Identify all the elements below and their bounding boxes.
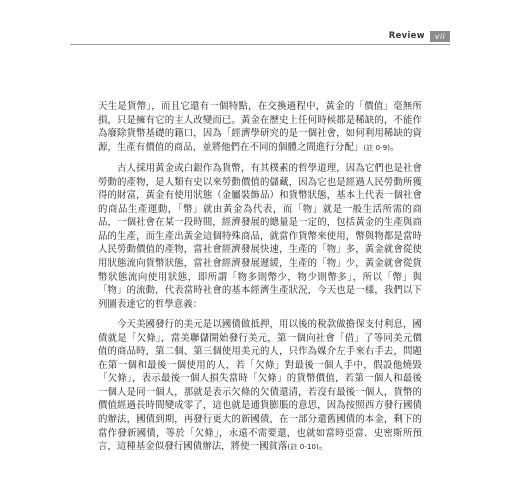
- page-number: vii: [430, 31, 450, 42]
- paragraph-text: 天生是貨幣」，而且它還有一個特點，在交換過程中，黃金的「價值」毫無所損，只是擁有它的主人改變而已。黃金在歷史上任何時候都是稀缺的，不能作為廢除貨幣基礎的籍口，因為「經濟學研究的是一個社會，如何利用稀缺的資源，生產有價值的商品，並將他們在不同的個體之間進行分配」: [98, 101, 422, 153]
- section-label: Review: [388, 31, 425, 41]
- body-text: [98, 100, 422, 462]
- paragraph-tail: 。: [318, 441, 329, 453]
- paragraph-tail: 。: [390, 141, 400, 153]
- paragraph-text: 古人採用黃金或白銀作為貨幣，有其樸素的哲學道理，因為它們也是社會勞動的產物，是人類有史以來勞動價值的儲藏，因為它也是經過人民勞動所獲得的財富，黃金有使用狀態（金屬裝飾品）和貨幣狀態，基本上代表一個社會的商品生產運動，「幣」就由黃金為代表，而「物」就是一般生活所需的商品，一個社會在某一段時間，經濟發展的總量是一定的，包括黃金的生產與商品的生產，而生產出黃金這個特殊商品，就當作貨幣來使用，幣與物都是當時人民勞動價值的產物，當社會經濟發展快速，生產的「物」多，黃金就會從使用狀態流向貨幣狀態，當社會經濟發展遲緩，生產的「物」少，黃金就會從貨幣狀態流向使用狀態，即所謂「物多則幣少，物少則幣多」，所以「幣」與「物」的流動，代表當時社會的基本經濟生產狀況，今天也是一樣，我們以下列圖表達它的哲學意義：: [98, 163, 422, 310]
- running-header: [70, 28, 450, 45]
- paragraph-1: [98, 100, 422, 155]
- footnote-ref: (註 0-9): [363, 143, 391, 152]
- footnote-ref: (註 0-10): [287, 443, 319, 452]
- paragraph-text: 今天美國發行的美元是以國債做抵押，用以後的稅款做擔保支付利息，國債就是「欠條」，當美聯儲開始發行美元，第一個向社會「借」了等同美元價值的商品時，第二個、第三個使用美元的人，只作為媒介左手來右手去，問題在第一個和最後一個使用的人，若「欠條」對最後一個人手中，假設他燒毀「欠條」，表示最後一個人損失當時「欠條」的貨幣價值，若第一個人和最後一個人是同一個人，那就是表示欠條的欠債還清，若沒有最後一個人，貨幣的價值經過長時間變成零了，這也就是通貨膨脹的意思，因為按照西方發行國債的辦法，國債到期，再發行更大的新國債，在一部分還舊國債的本金，剩下的當作發新國債，等於「欠條」，永遠不需要還，也就如當時亞當．史密斯所預言，這種基金似發行國債辦法，將使一國貧落: [98, 319, 422, 453]
- header-tab: [389, 30, 450, 42]
- paragraph-3: [98, 318, 422, 454]
- paragraph-2: [98, 162, 422, 311]
